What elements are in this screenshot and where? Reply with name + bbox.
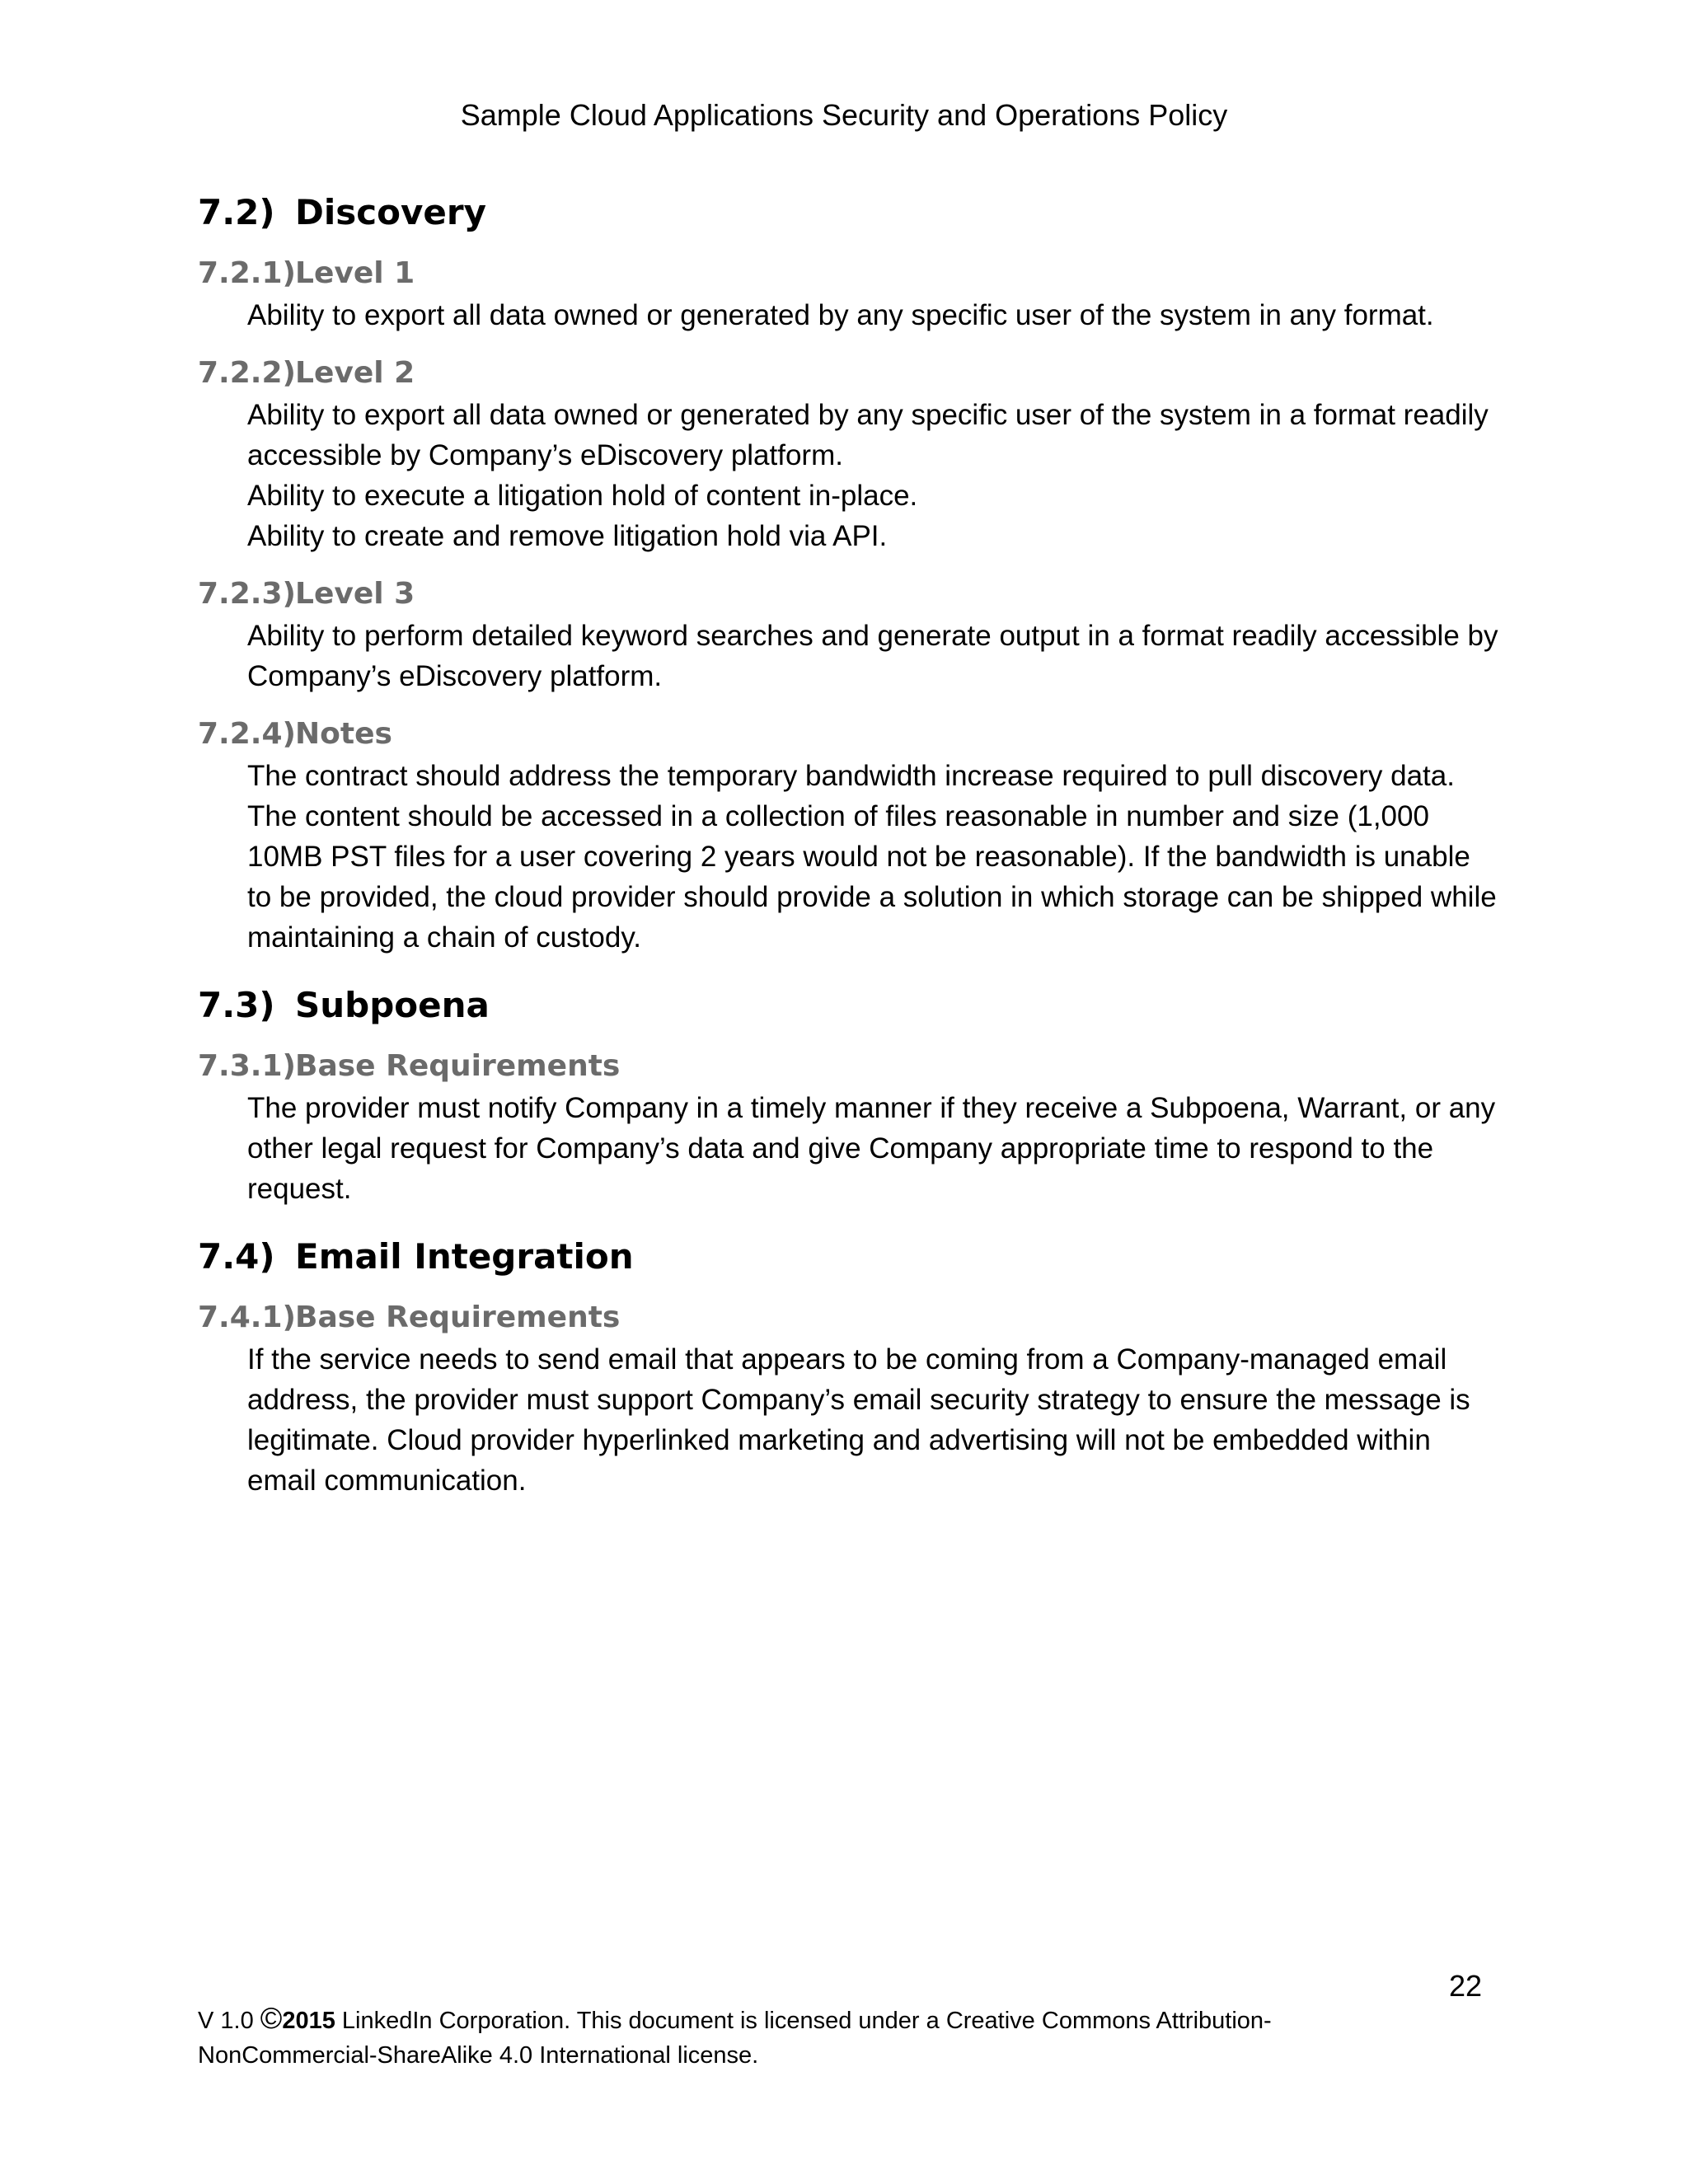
subsection-title: Base Requirements [295,1301,621,1334]
section-heading-subpoena [198,982,1500,1029]
subsection-body [247,395,1500,556]
section-number: 7.4) [198,1236,275,1277]
section-heading-email-integration [198,1234,1500,1280]
subsection-number: 7.2.2) [198,356,296,390]
subsection-title: Level 3 [295,577,415,611]
subsection-body [247,616,1500,696]
subsection-number: 7.2.3) [198,577,296,611]
subsection-number: 7.4.1) [198,1301,296,1334]
subsection-title: Base Requirements [295,1049,621,1083]
paragraph: Ability to perform detailed keyword searches and generate output in a format readily accessible by Company’s eDiscovery platform. [247,620,1498,692]
section-title: Subpoena [295,985,490,1025]
subsection-body [247,1339,1500,1501]
subsection-heading-notes [198,715,1500,754]
subsection-heading-base-requirements [198,1298,1500,1338]
subsection-number: 7.3.1) [198,1049,296,1083]
page-header: Sample Cloud Applications Security and Operations Policy [460,98,1228,132]
subsection-body [247,1088,1500,1209]
subsection-heading-base-requirements [198,1047,1500,1086]
page-content [198,190,1500,1501]
subsection-heading-level-3 [198,574,1500,614]
paragraph: The contract should address the temporary bandwidth increase required to pull discovery data. The content should be accessed in a collection of files reasonable in number and size (1,000 10MB PST files for a user covering 2 years would not be reasonable). If the bandwidth is unable to be provided, the cloud provider should provide a solution in which storage can be shipped while maintaining a chain of custody. [247,760,1497,954]
section-title: Email Integration [295,1236,634,1277]
subsection-number: 7.2.1) [198,256,296,290]
subsection-body [247,295,1500,335]
subsection-title: Notes [295,717,392,751]
paragraph: Ability to create and remove litigation hold via API. [247,520,888,552]
section-number: 7.3) [198,985,275,1025]
license-text: LinkedIn Corporation. This document is licensed under a Creative Commons Attribution-NonCommercial-ShareAlike 4.0 International license. [198,2008,1272,2069]
subsection-heading-level-1 [198,254,1500,293]
footer-license [198,2001,1434,2073]
subsection-body [247,756,1500,958]
copyright-year: 2015 [282,2008,335,2034]
subsection-number: 7.2.4) [198,717,296,751]
paragraph: If the service needs to send email that appears to be coming from a Company-managed email address, the provider must support Company’s email security strategy to ensure the message is legitimate. Cloud provider hyperlinked marketing and advertising will not be embedded within email communication. [247,1343,1470,1497]
section-number: 7.2) [198,192,275,232]
paragraph: Ability to export all data owned or generated by any specific user of the system in a format readily accessible by Company’s eDiscovery platform. [247,399,1489,471]
paragraph: Ability to export all data owned or generated by any specific user of the system in any format. [247,299,1434,331]
section-title: Discovery [295,192,486,232]
version-label: V 1.0 [198,2008,260,2034]
subsection-title: Level 2 [295,356,415,390]
page-number: 22 [1448,1969,1482,2003]
paragraph: The provider must notify Company in a timely manner if they receive a Subpoena, Warrant, or any other legal request for Company’s data and give Company appropriate time to respond to the request. [247,1092,1496,1205]
paragraph: Ability to execute a litigation hold of content in-place. [247,480,918,512]
section-heading-discovery [198,190,1500,236]
copyright-icon: © [260,2001,283,2035]
subsection-title: Level 1 [295,256,415,290]
subsection-heading-level-2 [198,354,1500,393]
